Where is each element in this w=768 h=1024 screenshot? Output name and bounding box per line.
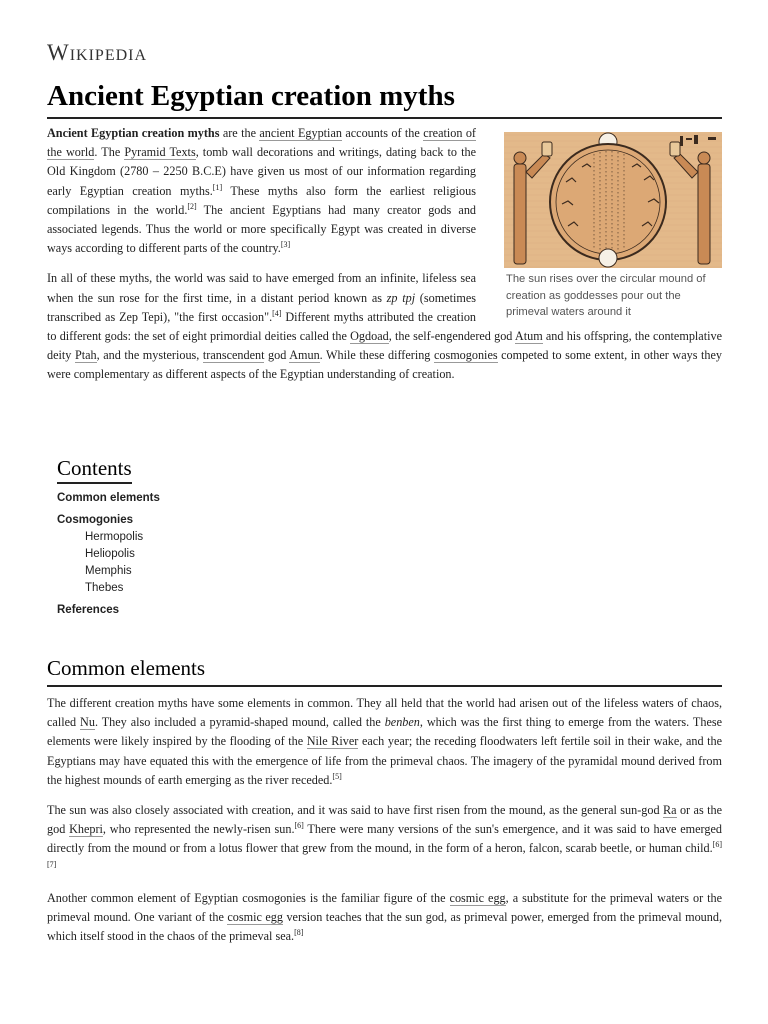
text-run: god	[264, 348, 290, 363]
text-run: are the	[219, 126, 260, 140]
text-run: These myths also form the earliest religious compilations in the world.	[47, 183, 476, 217]
toc-list	[57, 490, 357, 619]
text-run: (sometimes transcribed as Zep Tepi), "the first occasion".	[47, 290, 476, 324]
text-run: In all of these myths, the world was said to have emerged from an infinite, lifeless sea when the sun rose for the first time, in a distant period known as	[47, 271, 476, 305]
toc-item-hermopolis[interactable]: Hermopolis	[85, 531, 144, 543]
section-paragraph-3	[47, 889, 722, 947]
text-run: competed to some extent, in other ways they were complementary as different aspects of the Egyptian understanding of creation.	[47, 348, 722, 382]
link-transcendent[interactable]: transcendent	[202, 348, 265, 363]
text-run: accounts of the	[341, 126, 424, 140]
section-paragraph-1	[47, 694, 722, 790]
text-run: and his offspring, the contemplative deity	[47, 329, 722, 363]
toc-item-cosmogonies[interactable]: Cosmogonies	[57, 514, 134, 526]
citation-5[interactable]: [5]	[332, 771, 342, 781]
italic-term: zp tpj	[386, 290, 416, 305]
link-ra[interactable]: Ra	[663, 803, 677, 818]
text-run: . While these differing	[319, 348, 434, 363]
text-run: , who represented the newly-risen sun.	[102, 822, 295, 837]
text-run: , a substitute for the primeval waters or the primeval mound. One variant of the	[47, 890, 722, 925]
link-nu[interactable]: Nu	[80, 715, 95, 730]
text-run: Another common element of Egyptian cosmogonies is the familiar figure of the	[47, 890, 450, 905]
italic-term: benben	[384, 715, 420, 730]
citation-1[interactable]: [1]	[212, 182, 223, 192]
link-amun[interactable]: Amun	[289, 348, 320, 363]
infobox-figure	[504, 132, 722, 321]
toc-heading: Contents	[57, 456, 132, 484]
citation-8[interactable]: [8]	[294, 928, 304, 938]
link-ogdoad[interactable]: Ogdoad	[350, 329, 389, 344]
link-khepri[interactable]: Khepri	[69, 822, 103, 837]
link-creation-of-the-world[interactable]: creation of the world	[47, 126, 476, 160]
link-pyramid-texts[interactable]: Pyramid Texts	[124, 145, 196, 160]
link-cosmogonies[interactable]: cosmogonies	[433, 348, 498, 363]
section-common-elements	[47, 656, 722, 957]
link-ptah[interactable]: Ptah	[74, 348, 97, 363]
link-nile-river[interactable]: Nile River	[306, 734, 359, 749]
wikipedia-wordmark[interactable]	[47, 40, 147, 66]
creation-mound-image[interactable]	[504, 132, 722, 268]
text-run: The sun was also closely associated with creation, and it was said to have first risen from the mound, as the general sun-god	[47, 803, 663, 818]
section-paragraph-2	[47, 801, 722, 878]
toc-item-memphis[interactable]: Memphis	[85, 565, 132, 577]
link-ancient-egyptian[interactable]: ancient Egyptian	[259, 126, 342, 140]
text-run: , and the mysterious,	[96, 348, 203, 363]
table-of-contents	[57, 456, 357, 622]
citation-2[interactable]: [2]	[187, 201, 197, 211]
text-run: each year; the receding floodwaters left fertile soil in their wake, and the Egyptians may have equated this with the emergence of life from the primeval chaos. The imagery of the pyramidal mound derived from the highest mounds of earth emerging as the river receded.	[47, 734, 723, 787]
link-cosmic-egg-2[interactable]: cosmic egg	[227, 910, 283, 925]
toc-item-heliopolis[interactable]: Heliopolis	[85, 548, 135, 560]
page-title: Ancient Egyptian creation myths	[47, 80, 722, 119]
link-atum[interactable]: Atum	[514, 329, 543, 344]
toc-item-references[interactable]: References	[57, 604, 120, 616]
text-run: , tomb wall decorations and writings, dating back to the Old Kingdom (2780 – 2250 B.C.E) have given us most of our information regarding early Egyptian creation myths.	[47, 145, 476, 198]
text-run: The ancient Egyptians had many creator gods and associated legends. Thus the world or more specifically Egypt was created in diverse ways according to different parts of the country.	[47, 202, 477, 256]
text-run: . The	[94, 145, 125, 160]
text-run: , which was the first thing to emerge from the waters. These elements were likely inspired by the flooding of the	[47, 715, 723, 749]
toc-item-common-elements[interactable]: Common elements	[57, 492, 160, 504]
bold-term: Ancient Egyptian creation myths	[47, 126, 220, 140]
citation-7[interactable]: [7]	[47, 859, 57, 869]
citation-4[interactable]: [4]	[272, 308, 282, 318]
citation-6b[interactable]: [6]	[712, 840, 722, 850]
figure-caption: The sun rises over the circular mound of creation as goddesses pour out the primeval waters around it	[506, 273, 706, 318]
link-cosmic-egg[interactable]: cosmic egg	[449, 890, 506, 905]
text-run: There were many versions of the sun's emergence, and it was said to have emerged directly from the mound or from a lotus flower that grew from the mound, in the form of a heron, falcon, scarab beetle, or human child.	[47, 822, 722, 856]
text-run: version teaches that the sun god, as primeval power, emerged from the primeval mound, which itself stood in the chaos of the primeval sea.	[47, 910, 722, 944]
text-run: . They also included a pyramid-shaped mound, called the	[94, 715, 385, 730]
section-heading: Common elements	[47, 656, 722, 687]
citation-3[interactable]: [3]	[280, 240, 291, 250]
text-run: or as the god	[47, 803, 722, 837]
wordmark-text: Wikipedia	[47, 40, 148, 65]
citation-6[interactable]: [6]	[294, 821, 304, 831]
text-run: , the self-engendered god	[388, 329, 515, 344]
text-run: Different myths attributed the creation to different gods: the set of eight primordial deities called the	[47, 309, 477, 344]
text-run: The different creation myths have some elements in common. They all held that the world had arisen out of the lifeless waters of chaos, called	[47, 696, 722, 730]
lead-section	[47, 124, 722, 396]
toc-item-thebes[interactable]: Thebes	[85, 582, 124, 594]
